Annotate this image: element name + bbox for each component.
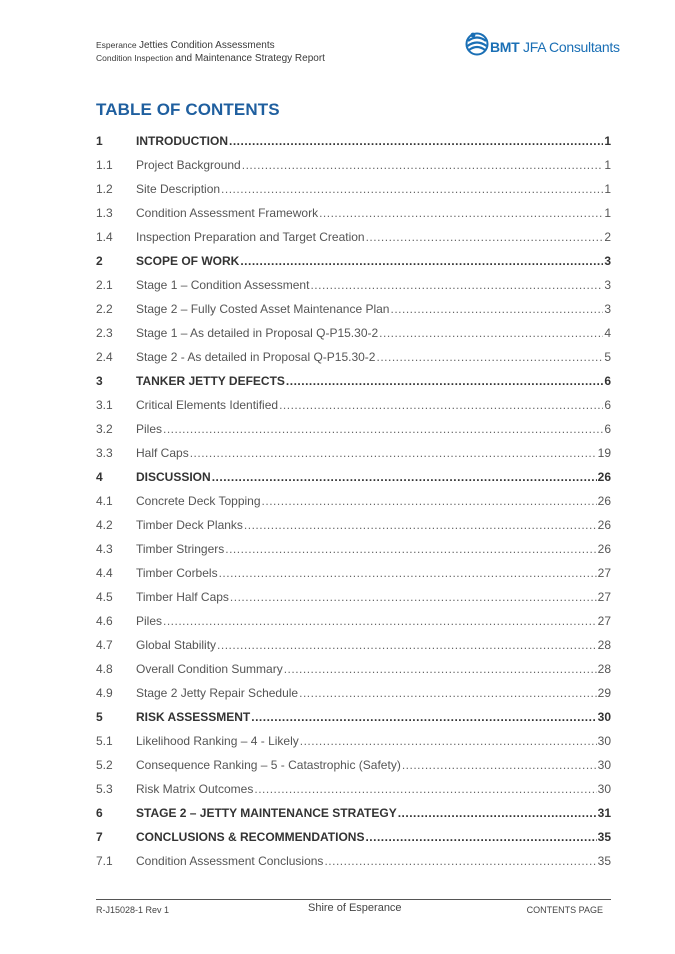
toc-entry-title[interactable]: Critical Elements Identified	[136, 398, 279, 412]
toc-entry[interactable]	[96, 441, 611, 465]
toc-entry[interactable]	[96, 393, 611, 417]
toc-dot-leader	[219, 561, 597, 585]
toc-entry-title[interactable]: Inspection Preparation and Target Creation	[136, 230, 365, 244]
toc-dot-leader	[254, 777, 596, 801]
toc-entry[interactable]	[96, 753, 611, 777]
toc-entry[interactable]	[96, 489, 611, 513]
toc-entry-page: 27	[597, 566, 611, 580]
toc-entry-number: 3	[96, 374, 103, 388]
toc-entry-number: 5.2	[96, 758, 113, 772]
toc-entry-page: 3	[604, 254, 611, 268]
toc-entry-title[interactable]: Timber Half Caps	[136, 590, 229, 604]
toc-entry[interactable]	[96, 513, 611, 537]
toc-entry[interactable]	[96, 801, 611, 825]
toc-entry-page: 6	[604, 398, 611, 412]
toc-entry-number: 6	[96, 806, 103, 820]
toc-entry-number: 2.3	[96, 326, 113, 340]
toc-entry[interactable]	[96, 777, 611, 801]
toc-entry[interactable]	[96, 825, 611, 849]
toc-dot-leader	[251, 705, 596, 729]
toc-entry-number: 1.2	[96, 182, 113, 196]
toc-entry-page: 35	[597, 854, 611, 868]
toc-entry[interactable]	[96, 561, 611, 585]
toc-dot-leader	[279, 393, 603, 417]
toc-entry-number: 3.2	[96, 422, 113, 436]
toc-dot-leader	[230, 585, 597, 609]
toc-entry-title[interactable]: TANKER JETTY DEFECTS	[136, 374, 285, 388]
toc-dot-leader	[229, 129, 603, 153]
toc-entry-number: 1.4	[96, 230, 113, 244]
toc-entry-number: 4.9	[96, 686, 113, 700]
toc-entry-title[interactable]: Piles	[136, 422, 163, 436]
toc-entry-page: 30	[597, 758, 611, 772]
toc-entry-number: 1.1	[96, 158, 113, 172]
toc-entry-page: 26	[597, 494, 611, 508]
toc-entry-title[interactable]: DISCUSSION	[136, 470, 211, 484]
toc-entry-page: 6	[604, 374, 611, 388]
toc-dot-leader	[221, 177, 603, 201]
toc-dot-leader	[300, 729, 597, 753]
toc-dot-leader	[163, 609, 597, 633]
toc-dot-leader	[212, 465, 597, 489]
toc-entry[interactable]	[96, 201, 611, 225]
toc-entry-page: 1	[604, 158, 611, 172]
toc-entry-title[interactable]: Timber Deck Planks	[136, 518, 243, 532]
toc-dot-leader	[379, 321, 603, 345]
toc-entry-page: 2	[604, 230, 611, 244]
toc-entry-title[interactable]: Project Background	[136, 158, 241, 172]
page-label: CONTENTS PAGE	[526, 905, 603, 915]
toc-dot-leader	[225, 537, 596, 561]
toc-entry[interactable]	[96, 249, 611, 273]
toc-entry-page: 6	[604, 422, 611, 436]
toc-dot-leader	[390, 297, 603, 321]
toc-dot-leader	[398, 801, 597, 825]
toc-entry-title[interactable]: Timber Corbels	[136, 566, 218, 580]
toc-entry-number: 1	[96, 134, 103, 148]
toc-entry-page: 1	[604, 206, 611, 220]
page-footer	[96, 902, 611, 916]
toc-dot-leader	[310, 273, 603, 297]
toc-entry-number: 4.2	[96, 518, 113, 532]
toc-entry-title[interactable]: Stage 2 - As detailed in Proposal Q-P15.30-2	[136, 350, 376, 364]
toc-entry-title[interactable]: Stage 1 – As detailed in Proposal Q-P15.30-2	[136, 326, 379, 340]
client-name: Shire of Esperance	[308, 902, 402, 914]
toc-dot-leader	[286, 369, 603, 393]
toc-entry-page: 31	[597, 806, 611, 820]
toc-entry-number: 2.1	[96, 278, 113, 292]
toc-entry-page: 26	[597, 542, 611, 556]
header-line-1: Esperance Jetties Condition Assessments	[96, 40, 275, 51]
toc-entry-title[interactable]: Piles	[136, 614, 163, 628]
toc-dot-leader	[190, 441, 597, 465]
toc-entry-number: 5.3	[96, 782, 113, 796]
toc-entry-title[interactable]: RISK ASSESSMENT	[136, 710, 251, 724]
toc-entry-page: 28	[597, 662, 611, 676]
toc-entry-number: 5.1	[96, 734, 113, 748]
toc-entry[interactable]	[96, 705, 611, 729]
toc-dot-leader	[262, 489, 597, 513]
toc-entry-number: 4	[96, 470, 103, 484]
toc-entry-page: 35	[597, 830, 611, 844]
toc-dot-leader	[240, 249, 603, 273]
toc-entry[interactable]	[96, 225, 611, 249]
toc-entry-page: 30	[597, 782, 611, 796]
toc-entry-title[interactable]: CONCLUSIONS & RECOMMENDATIONS	[136, 830, 365, 844]
toc-entry-title[interactable]: Likelihood Ranking – 4 - Likely	[136, 734, 299, 748]
toc-entry[interactable]	[96, 177, 611, 201]
toc-entry-title[interactable]: Timber Stringers	[136, 542, 225, 556]
toc-entry-title[interactable]: INTRODUCTION	[136, 134, 228, 148]
toc-entry-number: 4.5	[96, 590, 113, 604]
header-line-2: Condition Inspection and Maintenance Strategy Report	[96, 53, 325, 64]
toc-dot-leader	[284, 657, 597, 681]
toc-entry-page: 27	[597, 590, 611, 604]
toc-dot-leader	[244, 513, 597, 537]
toc-entry-number: 1.3	[96, 206, 113, 220]
toc-entry[interactable]	[96, 153, 611, 177]
toc-entry-title[interactable]: Condition Assessment Framework	[136, 206, 319, 220]
toc-entry-number: 2	[96, 254, 103, 268]
toc-entry-title[interactable]: Stage 1 – Condition Assessment	[136, 278, 310, 292]
toc-entry-title[interactable]: Stage 2 Jetty Repair Schedule	[136, 686, 299, 700]
toc-title: TABLE OF CONTENTS	[96, 100, 280, 119]
toc-entry-page: 26	[597, 470, 611, 484]
toc-entry-title[interactable]: STAGE 2 – JETTY MAINTENANCE STRATEGY	[136, 806, 397, 820]
toc-dot-leader	[402, 753, 597, 777]
toc-dot-leader	[366, 225, 604, 249]
toc-entry-title[interactable]: Stage 2 – Fully Costed Asset Maintenance Plan	[136, 302, 390, 316]
page-header	[96, 39, 325, 65]
toc-entry-number: 5	[96, 710, 103, 724]
document-number: R-J15028-1 Rev 1	[96, 905, 170, 915]
toc-entry-number: 4.4	[96, 566, 113, 580]
toc-entry[interactable]	[96, 129, 611, 153]
globe-logo-icon	[465, 30, 491, 58]
toc-entry-number: 4.3	[96, 542, 113, 556]
toc-entry-title[interactable]: Global Stability	[136, 638, 217, 652]
toc-dot-leader	[365, 825, 596, 849]
toc-entry[interactable]	[96, 465, 611, 489]
toc-entry[interactable]	[96, 345, 611, 369]
toc-entry-page: 1	[604, 182, 611, 196]
toc-entry-title[interactable]: Condition Assessment Conclusions	[136, 854, 324, 868]
toc-dot-leader	[217, 633, 597, 657]
toc-entry[interactable]	[96, 609, 611, 633]
toc-entry-title[interactable]: Site Description	[136, 182, 221, 196]
toc-entry-page: 30	[597, 734, 611, 748]
toc-entry-page: 19	[597, 446, 611, 460]
toc-entry-title[interactable]: SCOPE OF WORK	[136, 254, 240, 268]
toc-dot-leader	[324, 849, 596, 873]
toc-entry-page: 5	[604, 350, 611, 364]
toc-entry-number: 2.4	[96, 350, 113, 364]
toc-dot-leader	[242, 153, 604, 177]
table-of-contents	[96, 129, 611, 873]
toc-entry[interactable]	[96, 321, 611, 345]
toc-dot-leader	[163, 417, 603, 441]
toc-entry-number: 7.1	[96, 854, 113, 868]
toc-entry-page: 29	[597, 686, 611, 700]
toc-entry[interactable]	[96, 633, 611, 657]
toc-entry[interactable]	[96, 273, 611, 297]
toc-entry-page: 3	[604, 278, 611, 292]
footer-divider	[96, 899, 611, 900]
toc-entry-page: 3	[604, 302, 611, 316]
toc-entry[interactable]	[96, 585, 611, 609]
logo-text: BMT JFA Consultants	[490, 39, 620, 55]
toc-entry-page: 30	[597, 710, 611, 724]
toc-entry[interactable]	[96, 681, 611, 705]
toc-entry[interactable]	[96, 657, 611, 681]
toc-entry-number: 4.1	[96, 494, 113, 508]
toc-entry-page: 27	[597, 614, 611, 628]
toc-dot-leader	[299, 681, 597, 705]
toc-entry[interactable]	[96, 417, 611, 441]
toc-entry-page: 26	[597, 518, 611, 532]
toc-entry-number: 3.3	[96, 446, 113, 460]
toc-dot-leader	[319, 201, 603, 225]
toc-entry-number: 4.7	[96, 638, 113, 652]
toc-entry-page: 28	[597, 638, 611, 652]
toc-entry-page: 4	[604, 326, 611, 340]
toc-entry-page: 1	[604, 134, 611, 148]
toc-entry-number: 7	[96, 830, 103, 844]
toc-entry[interactable]	[96, 297, 611, 321]
toc-entry[interactable]	[96, 537, 611, 561]
toc-entry-number: 4.6	[96, 614, 113, 628]
toc-entry-title[interactable]: Overall Condition Summary	[136, 662, 283, 676]
toc-entry-number: 3.1	[96, 398, 113, 412]
toc-entry-title[interactable]: Concrete Deck Topping	[136, 494, 261, 508]
toc-entry-title[interactable]: Consequence Ranking – 5 - Catastrophic (Safety)	[136, 758, 401, 772]
toc-dot-leader	[376, 345, 603, 369]
toc-entry-number: 2.2	[96, 302, 113, 316]
toc-entry[interactable]	[96, 369, 611, 393]
toc-entry[interactable]	[96, 849, 611, 873]
toc-entry-title[interactable]: Half Caps	[136, 446, 189, 460]
toc-entry-number: 4.8	[96, 662, 113, 676]
toc-entry-title[interactable]: Risk Matrix Outcomes	[136, 782, 254, 796]
bmt-logo	[465, 30, 620, 62]
toc-entry[interactable]	[96, 729, 611, 753]
